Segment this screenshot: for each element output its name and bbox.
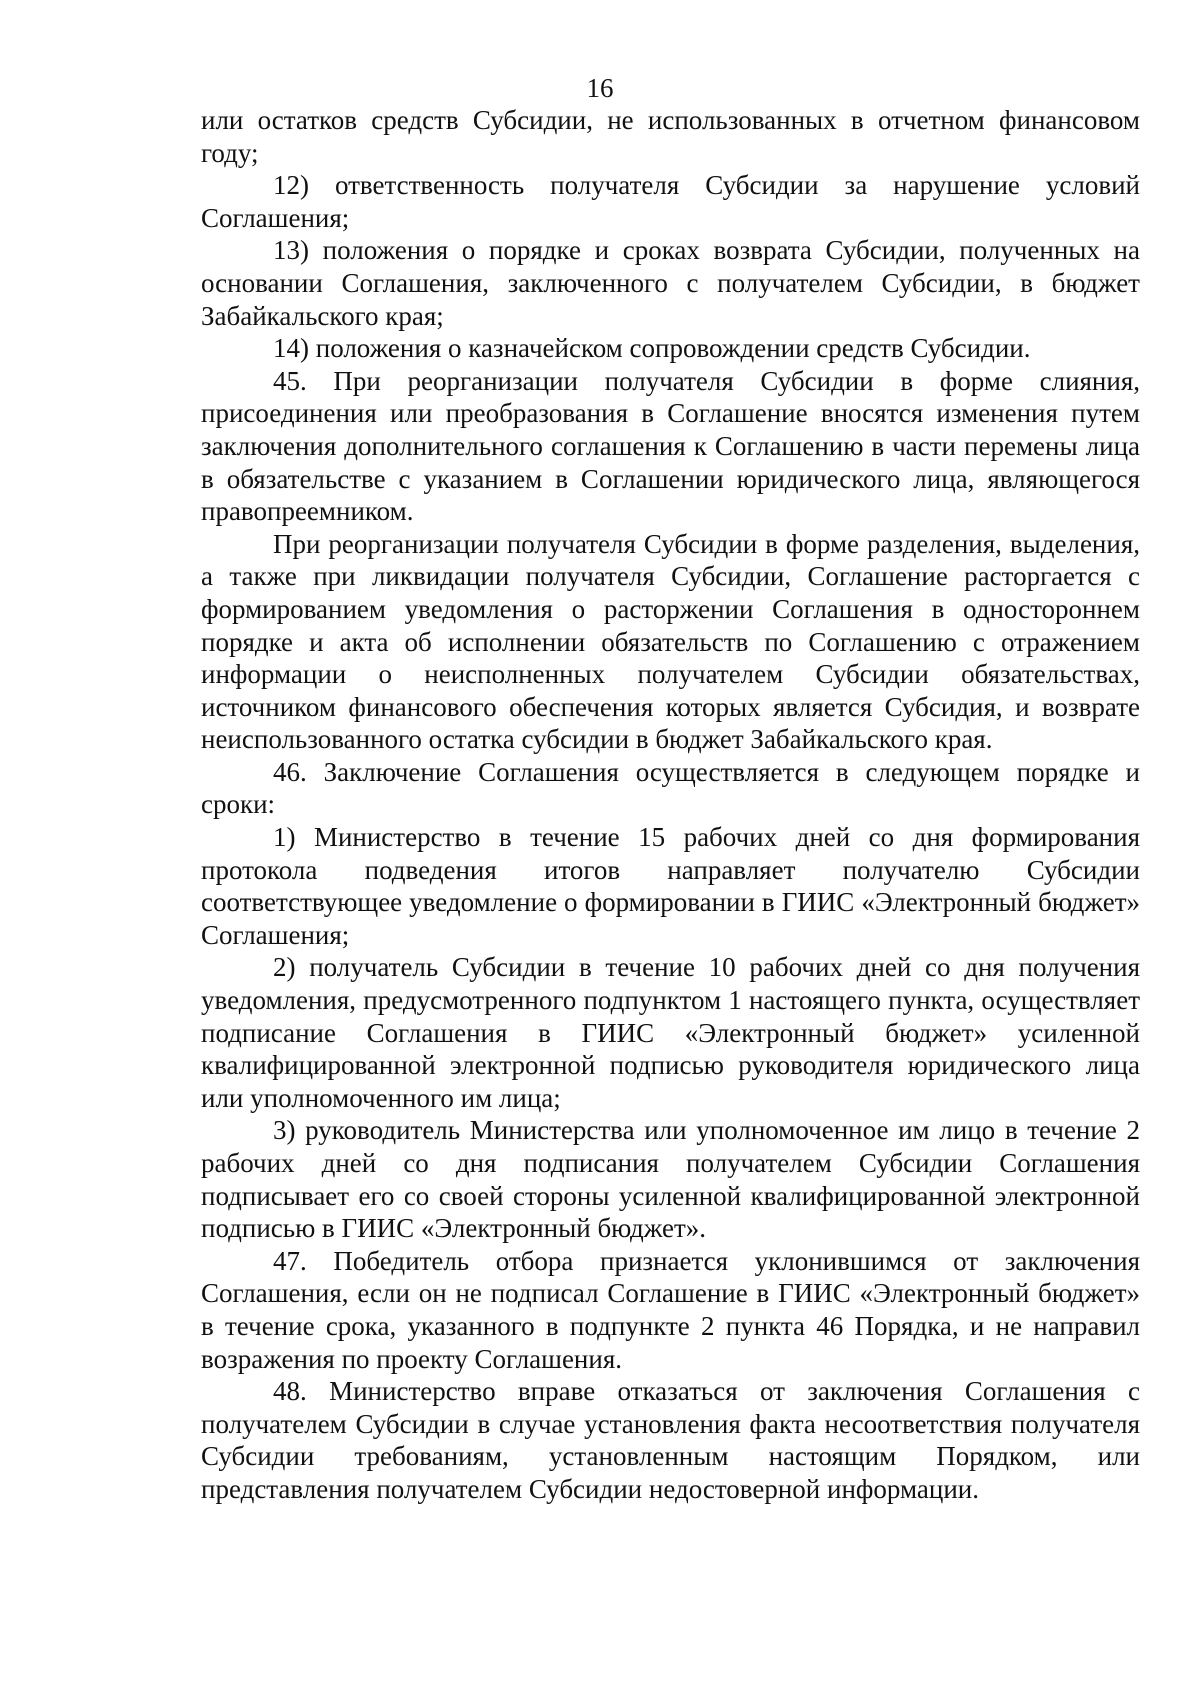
paragraph: 13) положения о порядке и сроках возврата Субсидии, полученных на основании Соглашения, заключенного с получателем Субсидии, в бюджет Забайкальского края; (201, 235, 1140, 331)
paragraph: или остатков средств Субсидии, не использованных в отчетном финансовом году; (201, 105, 1140, 168)
paragraph: 48. Министерство вправе отказаться от заключения Соглашения с получателем Субсидии в случае установления факта несоответствия получателя Субсидии требованиям, установленным настоящим Порядком, или представления получателем Субсидии недостоверной информации. (201, 1376, 1140, 1504)
paragraph: 45. При реорганизации получателя Субсидии в форме слияния, присоединения или преобразования в Соглашение вносятся изменения путем заключения дополнительного соглашения к Соглашению в части перемены лица в обязательстве с указанием в Соглашении юридического лица, являющегося правопреемником. (201, 365, 1140, 527)
paragraph: 2) получатель Субсидии в течение 10 рабочих дней со дня получения уведомления, предусмотренного подпунктом 1 настоящего пункта, осуществляет подписание Соглашения в ГИИС «Электронный бюджет» усиленной квалифицированной электронной подписью руководителя юридического лица или уполномоченного им лица; (201, 952, 1140, 1113)
page-number: 16 (586, 73, 614, 103)
paragraph: 12) ответственность получателя Субсидии за нарушение условий Соглашения; (201, 170, 1140, 233)
paragraph: 1) Министерство в течение 15 рабочих дней со дня формирования протокола подведения итогов направляет получателю Субсидии соответствующее уведомление о формировании в ГИИС «Электронный бюджет» Соглашения; (201, 822, 1140, 950)
paragraph: 14) положения о казначейском сопровождении средств Субсидии. (273, 333, 1031, 364)
paragraph: 46. Заключение Соглашения осуществляется в следующем порядке и сроки: (201, 756, 1140, 820)
paragraph: 3) руководитель Министерства или уполномоченное им лицо в течение 2 рабочих дней со дня подписания получателем Субсидии Соглашения подписывает его со своей стороны усиленной квалифицированной электронной подписью в ГИИС «Электронный бюджет». (201, 1115, 1140, 1244)
paragraph: 47. Победитель отбора признается уклонившимся от заключения Соглашения, если он не подписал Соглашение в ГИИС «Электронный бюджет» в течение срока, указанного в подпункте 2 пункта 46 Порядка, и не направил возражения по проекту Соглашения. (201, 1245, 1140, 1374)
paragraph: При реорганизации получателя Субсидии в форме разделения, выделения, а также при ликвидации получателя Субсидии, Соглашение расторгается с формированием уведомления о расторжении Соглашения в одностороннем порядке и акта об исполнении обязательств по Соглашению с отражением информации о неисполненных получателем Субсидии обязательствах, источником финансового обеспечения которых является Субсидия, и возврате неиспользованного остатка субсидии в бюджет Забайкальского края. (201, 528, 1140, 755)
document-body (201, 104, 1140, 1506)
